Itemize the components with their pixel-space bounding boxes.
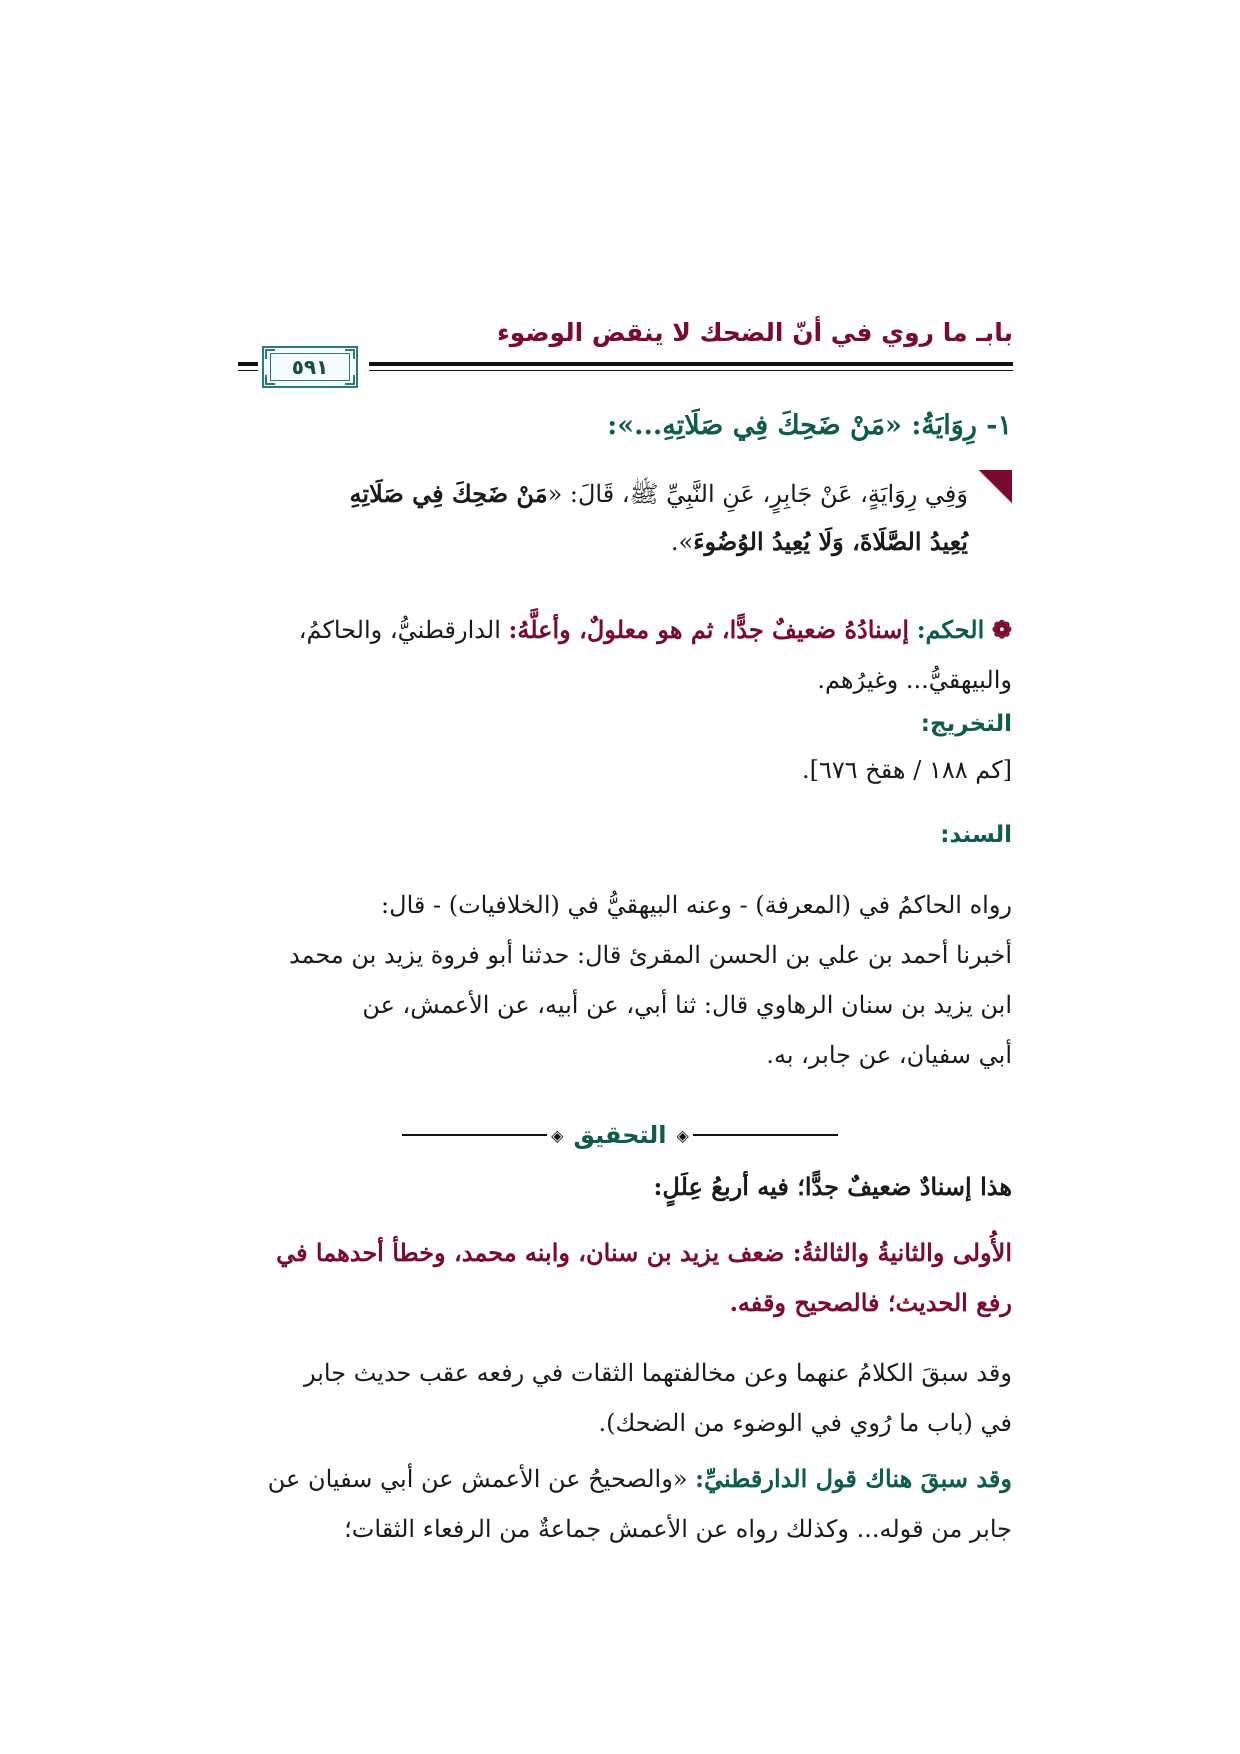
tahqiq-divider	[402, 1120, 838, 1150]
qawl-line-2: جابر من قوله... وكذلك رواه عن الأعمش جماعةٌ من الرفعاء الثقات؛	[344, 1515, 1012, 1543]
sanad-line: أبي سفيان، عن جابر، به.	[766, 1041, 1012, 1069]
quote-corner-icon	[978, 470, 1012, 504]
tahqiq-label: التحقيق	[573, 1121, 667, 1149]
reasons-line: الأُولى والثانيةُ والثالثةُ: ضعف يزيد بن سنان، وابنه محمد، وخطأ أحدهما في	[276, 1238, 1012, 1267]
flower-ornament-icon: ❁	[991, 615, 1012, 644]
header-rule	[369, 362, 1013, 366]
header-rule-thin	[369, 370, 1013, 371]
previous-line: في (باب ما رُوي في الوضوء من الضحك).	[598, 1409, 1012, 1437]
header-rule-left-thin	[238, 370, 258, 371]
page-number-frame	[270, 353, 350, 381]
ruling-critics: الدارقطنيُّ، والحاكمُ،	[298, 616, 501, 644]
ruling-line-1	[232, 605, 1012, 655]
daraqutni-quote	[232, 1454, 1012, 1554]
sanad-line: أخبرنا أحمد بن علي بن الحسن المقرئ قال: حدثنا أبو فروة يزيد بن محمد	[288, 941, 1012, 969]
tahqiq-heading: هذا إسنادٌ ضعيفٌ جدًّا؛ فيه أربعُ عِلَلٍ:	[653, 1172, 1012, 1201]
hadith-line-1: وَفِي رِوَايَةٍ، عَنْ جَابِرٍ، عَنِ النَّبِيِّ ﷺ، قَالَ: «مَنْ ضَحِكَ فِي صَلَاتِهِ	[349, 479, 968, 508]
divider-rule	[402, 1134, 547, 1136]
sanad-text	[232, 880, 1012, 1080]
takhrij-label: التخريج:	[920, 711, 1012, 737]
reasons-line: رفع الحديث؛ فالصحيح وقفه.	[729, 1288, 1012, 1317]
takhrij-reference: [كم ١٨٨ / هقخ ٦٧٦].	[802, 756, 1012, 784]
hadith-line-2: يُعِيدُ الصَّلَاةَ، وَلَا يُعِيدُ الوُضُوءَ».	[670, 527, 968, 556]
section-heading: ١- رِوَايَةُ: «مَنْ ضَحِكَ فِي صَلَاتِهِ...»:	[607, 410, 1012, 441]
qawl-label: وقد سبقَ هناك قول الدارقطنيِّ:	[695, 1464, 1012, 1493]
reasons-paragraph	[232, 1228, 1012, 1328]
page-number: ٥٩١	[291, 355, 329, 379]
page-header	[238, 318, 1013, 388]
sanad-line: رواه الحاكمُ في (المعرفة) - وعنه البيهقيُّ في (الخلافيات) - قال:	[381, 891, 1012, 919]
ruling-paragraph	[232, 605, 1012, 705]
previous-discussion	[232, 1348, 1012, 1448]
header-rule-left	[238, 362, 258, 366]
hadith-quote	[227, 470, 1012, 570]
previous-line: وقد سبقَ الكلامُ عنهما وعن مخالفتهما الثقات في رفعه عقب حديث جابر	[304, 1359, 1012, 1387]
divider-ornament-icon: ◈	[676, 1125, 689, 1145]
sanad-label: السند:	[940, 822, 1012, 848]
qawl-line-1: وقد سبقَ هناك قول الدارقطنيِّ: «والصحيحُ عن الأعمش عن أبي سفيان عن	[267, 1464, 1012, 1493]
sanad-line: ابن يزيد بن سنان الرهاوي قال: ثنا أبي، عن أبيه، عن الأعمش، عن	[362, 991, 1012, 1019]
hadith-text	[228, 470, 968, 566]
page-number-badge	[262, 346, 358, 388]
ruling-judgment: إسنادُهُ ضعيفٌ جدًّا، ثم هو معلولٌ، وأعلَّهُ:	[508, 615, 910, 644]
chapter-title: بابـ ما روي في أنّ الضحك لا ينقض الوضوء	[496, 318, 1013, 347]
divider-ornament-icon: ◈	[551, 1125, 564, 1145]
divider-rule	[693, 1134, 838, 1136]
ruling-line-2: والبيهقيُّ... وغيرُهم.	[817, 666, 1012, 694]
ruling-label: الحكم:	[916, 615, 985, 644]
